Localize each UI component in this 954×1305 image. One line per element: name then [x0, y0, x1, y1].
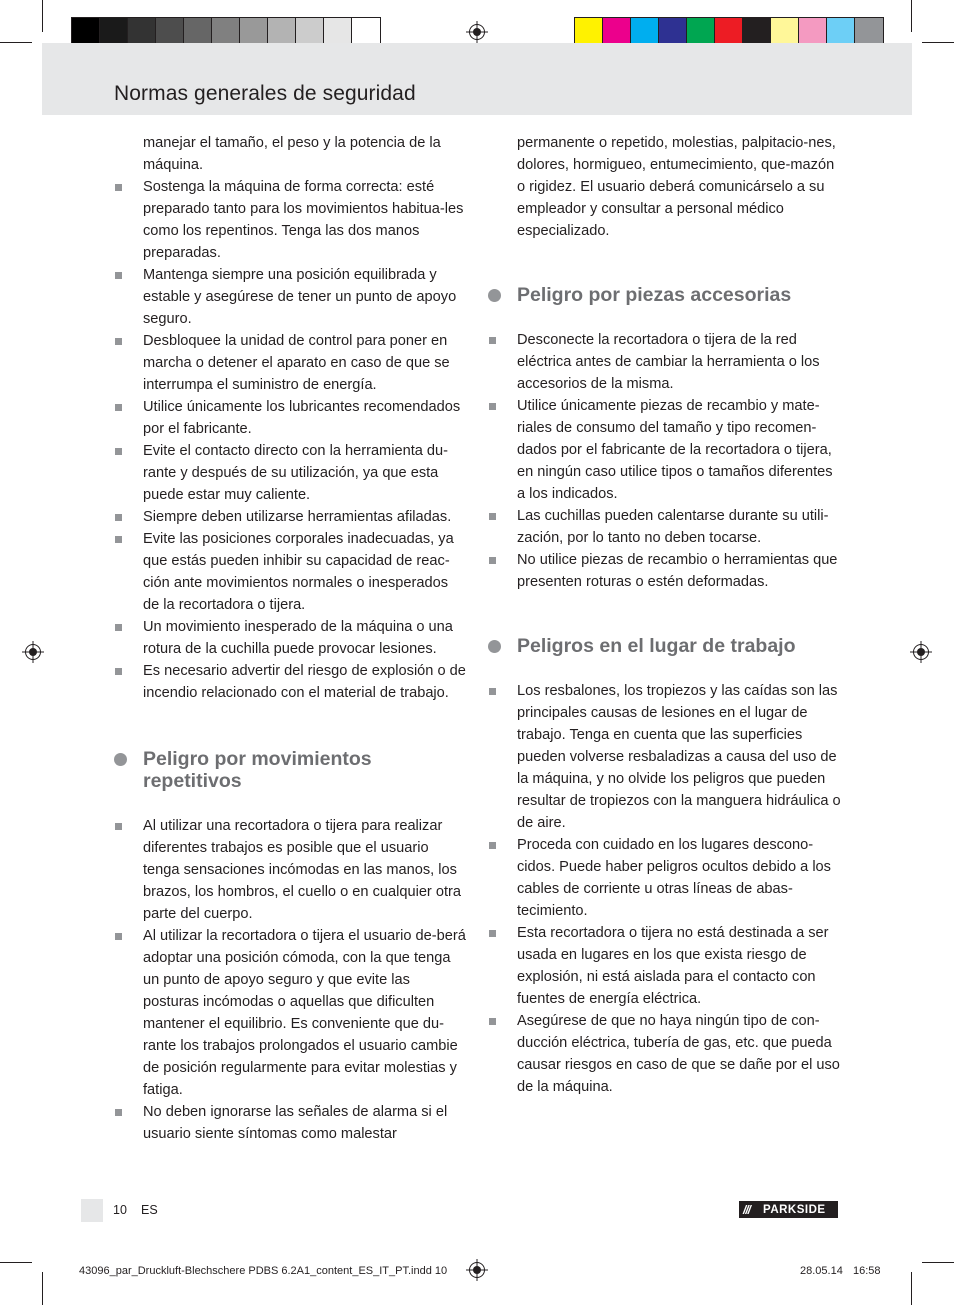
registration-mark-icon: [466, 1259, 488, 1281]
list-item-text: Las cuchillas pueden calentarse durante su utili-zación, por lo tanto no deben tocarse.: [517, 508, 829, 546]
color-swatch: [324, 18, 352, 46]
square-bullet-icon: [489, 513, 496, 520]
square-bullet-icon: [115, 272, 122, 279]
list-item-text: No deben ignorarse las señales de alarma si el usuario siente síntomas como malestar: [143, 1104, 448, 1142]
paragraph: permanente o repetido, molestias, palpitacio-nes, dolores, hormigueo, entumecimiento, que-mazón o rigidez. El usuario deberá comunicárselo a su empleador y consultar a personal médico especializado.: [517, 135, 836, 239]
color-swatch: [827, 18, 855, 46]
section-title-text: Peligros en el lugar de trabajo: [517, 635, 796, 657]
square-bullet-icon: [489, 337, 496, 344]
square-bullet-icon: [115, 1109, 122, 1116]
list-item: [143, 1101, 468, 1145]
list-item: [143, 815, 468, 925]
parkside-logo: [739, 1201, 838, 1218]
slug-time: 16:58: [853, 1265, 881, 1277]
slug-date: 28.05.14: [800, 1265, 843, 1277]
color-swatch: [352, 18, 380, 46]
section-title-text: Peligro por movimientos repetitivos: [143, 748, 372, 792]
bullet-list: [143, 815, 468, 1145]
color-swatch: [799, 18, 827, 46]
color-swatch: [100, 18, 128, 46]
crop-mark: [922, 42, 954, 43]
list-item: [517, 505, 842, 549]
list-item-text: Esta recortadora o tijera no está destinada a ser usada en lugares en los que exista riesgo de explosión, ni está aislada para el contacto con fuentes de energía eléctrica.: [517, 925, 829, 1007]
crop-mark: [42, 1272, 43, 1305]
square-bullet-icon: [115, 184, 122, 191]
bullet-list: [143, 176, 468, 704]
list-item: [143, 506, 468, 528]
square-bullet-icon: [115, 933, 122, 940]
list-item: [517, 922, 842, 1010]
list-item: [143, 176, 468, 264]
color-swatch: [687, 18, 715, 46]
bullet-dot-icon: [114, 753, 127, 766]
list-item-text: Un movimiento inesperado de la máquina o una rotura de la cuchilla puede provocar lesiones.: [143, 619, 453, 657]
crop-mark: [911, 1272, 912, 1305]
crop-mark: [922, 1262, 954, 1263]
language-code: ES: [141, 1203, 158, 1217]
color-swatch: [296, 18, 324, 46]
color-swatch: [184, 18, 212, 46]
logo-text: PARKSIDE: [763, 1203, 826, 1216]
page-number-box: [81, 1199, 103, 1222]
square-bullet-icon: [115, 536, 122, 543]
list-item: [143, 660, 468, 704]
crop-mark: [0, 1262, 32, 1263]
list-item-text: Es necesario advertir del riesgo de explosión o de incendio relacionado con el material de trabajo.: [143, 663, 466, 701]
list-item: [143, 925, 468, 1101]
color-swatch: [771, 18, 799, 46]
list-item: [517, 549, 842, 593]
section-title: [517, 284, 842, 306]
list-item-text: Los resbalones, los tropiezos y las caídas son las principales causas de lesiones en el lugar de trabajo. Tenga en cuenta que las superficies pueden volverse resbaladizas a causa del uso de la máquina, y no olvide los peligros que pueden resultar de tropiezos con la manguera hidráulica o de aire.: [517, 683, 841, 831]
logo-slashes: ///: [743, 1202, 751, 1217]
crop-mark: [0, 42, 32, 43]
registration-mark-icon: [466, 21, 488, 43]
square-bullet-icon: [489, 930, 496, 937]
color-swatch: [156, 18, 184, 46]
list-item: [143, 528, 468, 616]
section-title: [517, 635, 842, 657]
list-item-text: Siempre deben utilizarse herramientas afiladas.: [143, 509, 452, 525]
square-bullet-icon: [115, 514, 122, 521]
registration-mark-icon: [910, 641, 932, 663]
list-item-text: Al utilizar la recortadora o tijera el usuario de-berá adoptar una posición cómoda, con la que tenga un punto de apoyo seguro y que evite las posturas incómodas o aquellas que dificulten mantener el equilibrio. Es conveniente que du-rante los trabajos prolongados el usuario cambie de posición regularmente para evitar molestias y fatiga.: [143, 928, 466, 1098]
list-item-text: Sostenga la máquina de forma correcta: esté preparado tanto para los movimientos habitua-les como los repentinos. Tenga las dos manos preparadas.: [143, 179, 464, 261]
list-item: [143, 330, 468, 396]
bullet-list: [517, 680, 842, 1098]
list-item: [143, 264, 468, 330]
list-item: [143, 396, 468, 440]
square-bullet-icon: [115, 338, 122, 345]
list-item-text: Asegúrese de que no haya ningún tipo de con-ducción eléctrica, tubería de gas, etc. que pueda causar riesgos en caso de que se dañe por el uso de la máquina.: [517, 1013, 840, 1095]
square-bullet-icon: [489, 688, 496, 695]
list-item: [143, 616, 468, 660]
color-swatch: [268, 18, 296, 46]
color-swatch: [212, 18, 240, 46]
color-swatch: [72, 18, 100, 46]
section-title-text: Peligro por piezas accesorias: [517, 284, 792, 306]
color-swatch: [715, 18, 743, 46]
slug-file-name: 43096_par_Druckluft-Blechschere PDBS 6.2A1_content_ES_IT_PT.indd 10: [79, 1265, 448, 1277]
color-swatch: [128, 18, 156, 46]
page-title: Normas generales de seguridad: [114, 82, 416, 105]
crop-mark: [42, 0, 43, 32]
square-bullet-icon: [115, 624, 122, 631]
section-title: [143, 748, 468, 792]
color-swatch: [631, 18, 659, 46]
bullet-dot-icon: [488, 289, 501, 302]
page-number: 10: [113, 1203, 127, 1217]
list-item: [517, 395, 842, 505]
bullet-list: [517, 329, 842, 593]
list-item: [143, 440, 468, 506]
square-bullet-icon: [115, 668, 122, 675]
list-item-text: Mantenga siempre una posición equilibrada y estable y asegúrese de tener un punto de apoyo seguro.: [143, 267, 457, 327]
list-item-text: Desbloquee la unidad de control para poner en marcha o detener el aparato en caso de que se interrumpa el suministro de energía.: [143, 333, 450, 393]
paragraph: manejar el tamaño, el peso y la potencia de la máquina.: [143, 135, 441, 173]
list-item: [517, 680, 842, 834]
list-item-text: Desconecte la recortadora o tijera de la red eléctrica antes de cambiar la herramienta o los accesorios de la misma.: [517, 332, 820, 392]
color-swatch: [240, 18, 268, 46]
list-item: [517, 1010, 842, 1098]
bullet-dot-icon: [488, 640, 501, 653]
list-item-text: Evite el contacto directo con la herramienta du-rante y después de su utilización, ya que esta puede estar muy caliente.: [143, 443, 449, 503]
registration-mark-icon: [22, 641, 44, 663]
square-bullet-icon: [489, 842, 496, 849]
list-item-text: Utilice únicamente piezas de recambio y mate-riales de consumo del tamaño y tipo recomen-dados por el fabricante de la recortadora o tijera, en ningún caso utilice tipos o tamaños diferentes a los indicados.: [517, 398, 833, 502]
list-item-text: Evite las posiciones corporales inadecuadas, ya que estás pueden inhibir su capacidad de reac-ción ante movimientos normales o inesperados de la recortadora o tijera.: [143, 531, 454, 613]
square-bullet-icon: [489, 1018, 496, 1025]
color-swatch: [603, 18, 631, 46]
right-column: [517, 132, 842, 1098]
square-bullet-icon: [489, 403, 496, 410]
color-swatch: [855, 18, 883, 46]
list-item-text: Utilice únicamente los lubricantes recomendados por el fabricante.: [143, 399, 461, 437]
color-swatch: [743, 18, 771, 46]
square-bullet-icon: [115, 404, 122, 411]
square-bullet-icon: [115, 448, 122, 455]
color-swatch: [575, 18, 603, 46]
square-bullet-icon: [115, 823, 122, 830]
list-item-text: Proceda con cuidado en los lugares descono-cidos. Puede haber peligros ocultos debido a los cables de corriente u otras líneas de abas-tecimiento.: [517, 837, 831, 919]
list-item-text: Al utilizar una recortadora o tijera para realizar diferentes trabajos es posible que el usuario tenga sensaciones incómodas en las manos, los brazos, los hombros, el cuello o en cualquier otra parte del cuerpo.: [143, 818, 461, 922]
color-swatch: [659, 18, 687, 46]
list-item: [517, 834, 842, 922]
square-bullet-icon: [489, 557, 496, 564]
list-item: [517, 329, 842, 395]
crop-mark: [911, 0, 912, 32]
list-item-text: No utilice piezas de recambio o herramientas que presenten roturas o estén deformadas.: [517, 552, 838, 590]
left-column: [143, 132, 468, 1145]
